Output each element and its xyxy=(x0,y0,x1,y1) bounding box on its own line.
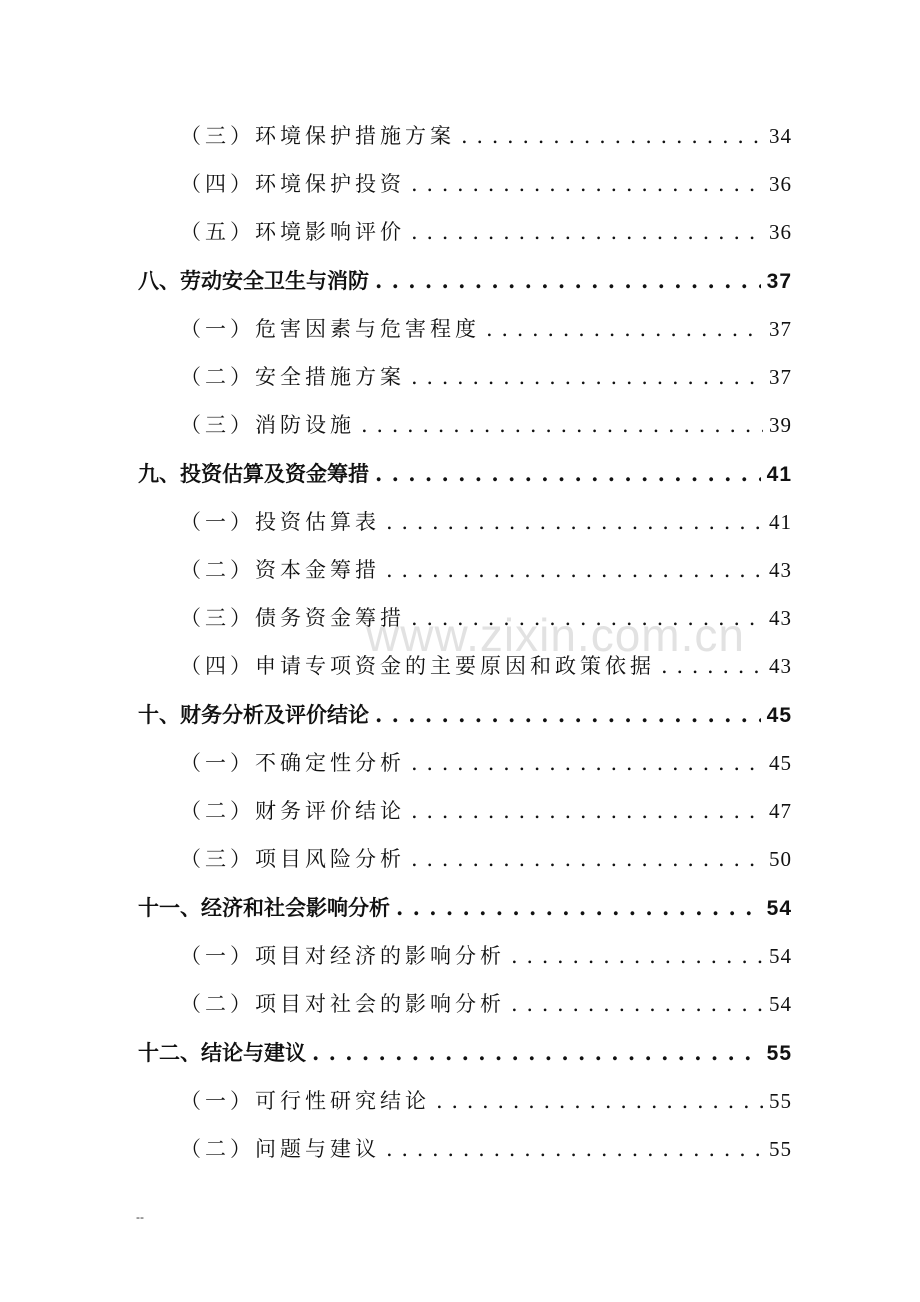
toc-page-number: 37 xyxy=(769,365,792,389)
toc-dot-leader xyxy=(411,847,763,871)
toc-page-number: 55 xyxy=(766,1042,792,1065)
toc-page-number: 55 xyxy=(769,1089,792,1113)
toc-dot-leader xyxy=(375,702,761,727)
toc-dot-leader xyxy=(386,510,763,534)
toc-entry-subsection[interactable] xyxy=(180,506,792,536)
toc-dot-leader xyxy=(386,558,763,582)
toc-page-number: 37 xyxy=(766,270,792,293)
toc-page-number: 54 xyxy=(769,992,792,1016)
toc-entry-title: （一）可行性研究结论 xyxy=(180,1089,430,1113)
footer-mark: -- xyxy=(136,1210,144,1224)
toc-entry-subsection[interactable] xyxy=(180,554,792,584)
toc-entry-subsection[interactable] xyxy=(180,409,792,439)
toc-dot-leader xyxy=(411,751,763,775)
toc-entry-subsection[interactable] xyxy=(180,361,792,391)
toc-page-number: 54 xyxy=(766,897,792,920)
toc-page-number: 41 xyxy=(766,463,792,486)
toc-entry-subsection[interactable] xyxy=(180,168,792,198)
toc-entry-title: 十一、经济和社会影响分析 xyxy=(138,895,390,920)
toc-page-number: 50 xyxy=(769,847,792,871)
toc-page-number: 54 xyxy=(769,944,792,968)
toc-page-number: 34 xyxy=(769,124,792,148)
toc-entry-title: （二）项目对社会的影响分析 xyxy=(180,992,505,1016)
toc-dot-leader xyxy=(486,317,763,341)
toc-dot-leader xyxy=(386,1137,763,1161)
toc-entry-subsection[interactable] xyxy=(180,313,792,343)
toc-dot-leader xyxy=(361,413,763,437)
toc-entry-title: （五）环境影响评价 xyxy=(180,220,405,244)
toc-page-number: 39 xyxy=(769,413,792,437)
toc-entry-title: 九、投资估算及资金筹措 xyxy=(138,461,369,486)
toc-page-number: 43 xyxy=(769,606,792,630)
toc-dot-leader xyxy=(411,799,763,823)
toc-entry-title: （一）危害因素与危害程度 xyxy=(180,317,480,341)
toc-entry-subsection[interactable] xyxy=(180,795,792,825)
toc-entry-chapter[interactable] xyxy=(138,458,792,488)
toc-entry-title: 十、财务分析及评价结论 xyxy=(138,702,369,727)
toc-entry-title: （二）问题与建议 xyxy=(180,1137,380,1161)
watermark: www.zixin.com.cn xyxy=(366,609,745,661)
toc-page-number: 37 xyxy=(769,317,792,341)
toc-dot-leader xyxy=(312,1040,761,1065)
toc-dot-leader xyxy=(396,895,761,920)
toc-entry-chapter[interactable] xyxy=(138,1037,792,1067)
toc-dot-leader xyxy=(375,461,761,486)
toc-entry-chapter[interactable] xyxy=(138,265,792,295)
toc-page-number: 36 xyxy=(769,172,792,196)
toc-page-number: 43 xyxy=(769,654,792,678)
toc-entry-title: 八、劳动安全卫生与消防 xyxy=(138,268,369,293)
toc-entry-title: （三）消防设施 xyxy=(180,413,355,437)
toc-entry-title: （一）投资估算表 xyxy=(180,510,380,534)
toc-entry-subsection[interactable] xyxy=(180,940,792,970)
toc-page-number: 41 xyxy=(769,510,792,534)
toc-dot-leader xyxy=(411,220,763,244)
toc-page-number: 47 xyxy=(769,799,792,823)
toc-entry-chapter[interactable] xyxy=(138,892,792,922)
toc-entry-subsection[interactable] xyxy=(180,747,792,777)
toc-entry-title: （二）资本金筹措 xyxy=(180,558,380,582)
toc-entry-title: （三）环境保护措施方案 xyxy=(180,124,455,148)
toc-entry-title: （一）不确定性分析 xyxy=(180,751,405,775)
toc-page-number: 45 xyxy=(769,751,792,775)
toc-entry-subsection[interactable] xyxy=(180,1085,792,1115)
toc-entry-title: （四）环境保护投资 xyxy=(180,172,405,196)
toc-dot-leader xyxy=(375,268,761,293)
toc-dot-leader xyxy=(511,992,763,1016)
toc-page-number: 36 xyxy=(769,220,792,244)
toc-entry-subsection[interactable] xyxy=(180,1133,792,1163)
toc-entry-title: （二）安全措施方案 xyxy=(180,365,405,389)
toc-entry-title: （三）债务资金筹措 xyxy=(180,606,405,630)
toc-page-number: 45 xyxy=(766,704,792,727)
toc-entry-title: 十二、结论与建议 xyxy=(138,1040,306,1065)
toc-entry-subsection[interactable] xyxy=(180,988,792,1018)
toc-entry-chapter[interactable] xyxy=(138,699,792,729)
toc-dot-leader xyxy=(461,124,763,148)
toc-entry-subsection[interactable] xyxy=(180,120,792,150)
toc-page-number: 43 xyxy=(769,558,792,582)
toc-entry-title: （四）申请专项资金的主要原因和政策依据 xyxy=(180,654,655,678)
toc-dot-leader xyxy=(511,944,763,968)
toc-entry-title: （三）项目风险分析 xyxy=(180,847,405,871)
toc-dot-leader xyxy=(436,1089,763,1113)
toc-entry-title: （二）财务评价结论 xyxy=(180,799,405,823)
toc-entry-subsection[interactable] xyxy=(180,216,792,246)
toc-entry-title: （一）项目对经济的影响分析 xyxy=(180,944,505,968)
toc-entry-subsection[interactable] xyxy=(180,843,792,873)
toc-page-number: 55 xyxy=(769,1137,792,1161)
toc-dot-leader xyxy=(411,365,763,389)
toc-dot-leader xyxy=(411,172,763,196)
